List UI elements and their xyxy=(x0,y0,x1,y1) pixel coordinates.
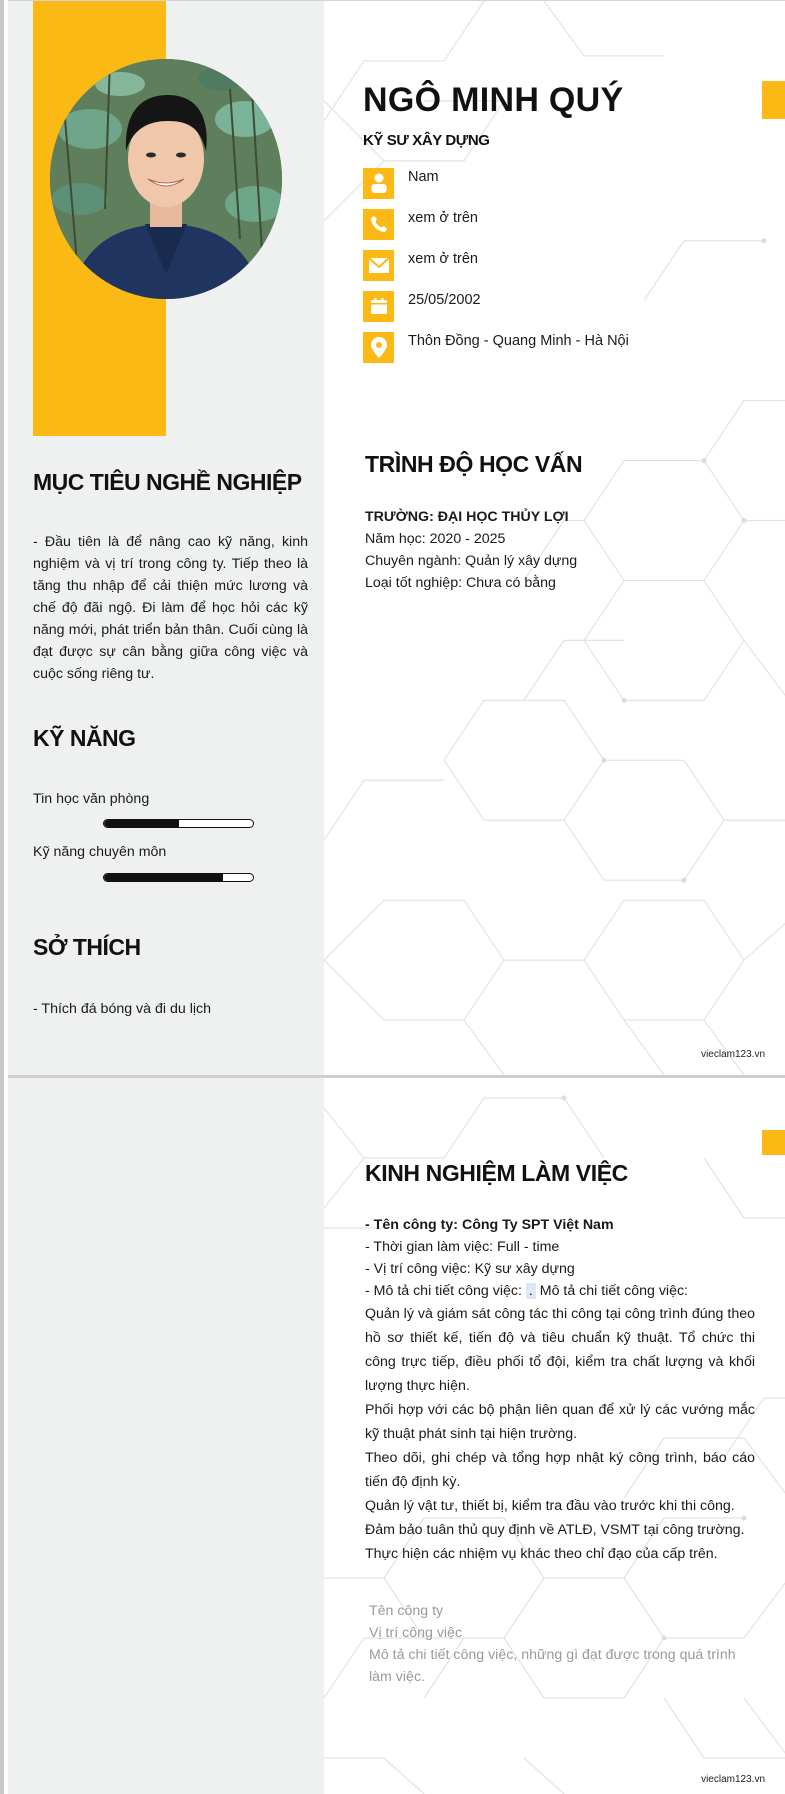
education-major: Chuyên ngành: Quản lý xây dựng xyxy=(365,553,578,569)
accent-square xyxy=(762,81,785,119)
experience-work-time: - Thời gian làm việc: Full - time xyxy=(365,1239,560,1255)
experience-duty-6: Thực hiện các nhiệm vụ khác theo chỉ đạo của cấp trên. xyxy=(365,1546,718,1562)
gender-value: Nam xyxy=(408,169,439,185)
profile-photo-image xyxy=(50,59,282,299)
address-value: Thôn Đồng - Quang Minh - Hà Nội xyxy=(408,333,629,349)
experience-duty-3: Theo dõi, ghi chép và tổng hợp nhật ký công trình, báo cáo tiến độ định kỳ. xyxy=(365,1450,755,1490)
education-graduation: Loại tốt nghiệp: Chưa có bằng xyxy=(365,575,556,591)
hobbies-text: - Thích đá bóng và đi du lịch xyxy=(33,1001,211,1017)
info-row-birthday xyxy=(363,290,481,322)
watermark-page-1: vieclam123.vn xyxy=(701,1049,765,1060)
skill-bar-professional xyxy=(103,873,254,882)
hobbies-heading: SỞ THÍCH xyxy=(33,934,141,960)
education-block xyxy=(365,506,755,594)
skill-label-office: Tin học văn phòng xyxy=(33,791,150,807)
text-selection-highlight: . xyxy=(526,1283,536,1299)
experience-company: - Tên công ty: Công Ty SPT Việt Nam xyxy=(365,1217,614,1233)
skill-fill-professional xyxy=(104,874,223,881)
experience-position: - Vị trí công việc: Kỹ sư xây dựng xyxy=(365,1261,575,1277)
experience-duty-1: Quản lý và giám sát công tác thi công tại công trình đúng theo hồ sơ thiết kế, tiến độ và tiêu chuẩn kỹ thuật. Tổ chức thi công trực tiếp, điều phối tổ đội, kiểm tra chất lượng và khối lượng thực hiện. xyxy=(365,1306,755,1394)
objective-text: - Đầu tiên là để nâng cao kỹ năng, kinh nghiệm và vị trí trong công ty. Tiếp theo là tăng thu nhập để cải thiện mức lương và chế độ đãi ngộ. Đi làm để học hỏi các kỹ năng mới, phát triển bản thân. Cuối cùng là đạt được sự cân bằng giữa công việc và cuộc sống riêng tư. xyxy=(33,534,308,682)
placeholder-description[interactable]: Mô tả chi tiết công việc, những gì đạt được trong quá trình làm việc. xyxy=(369,1647,736,1685)
experience-description-label: - Mô tả chi tiết công việc: . Mô tả chi tiết công việc: xyxy=(365,1283,689,1299)
cv-page-2 xyxy=(8,1078,785,1794)
profile-photo xyxy=(50,59,282,299)
phone-icon xyxy=(363,209,394,240)
person-icon xyxy=(363,168,394,199)
location-pin-icon xyxy=(363,332,394,363)
accent-square-2 xyxy=(762,1130,785,1155)
candidate-job-title: KỸ SƯ XÂY DỰNG xyxy=(363,132,490,149)
education-school: TRƯỜNG: ĐẠI HỌC THỦY LỢI xyxy=(365,509,569,525)
experience-block xyxy=(365,1214,755,1566)
skills-heading: KỸ NĂNG xyxy=(33,725,136,751)
education-heading: TRÌNH ĐỘ HỌC VẤN xyxy=(365,451,583,477)
skill-fill-office xyxy=(104,820,179,827)
info-row-email xyxy=(363,249,478,281)
watermark-page-2: vieclam123.vn xyxy=(701,1774,765,1785)
cv-page-1 xyxy=(8,0,785,1075)
info-row-address xyxy=(363,331,629,363)
experience-duty-2: Phối hợp với các bộ phận liên quan để xử lý các vướng mắc kỹ thuật phát sinh tại hiện trường. xyxy=(365,1402,755,1442)
education-years: Năm học: 2020 - 2025 xyxy=(365,531,506,547)
experience-heading: KINH NGHIỆM LÀM VIỆC xyxy=(365,1160,628,1186)
experience-duty-4: Quản lý vật tư, thiết bị, kiểm tra đầu vào trước khi thi công. xyxy=(365,1498,735,1514)
experience-placeholder-block[interactable] xyxy=(365,1600,755,1688)
objective-heading: MỤC TIÊU NGHỀ NGHIỆP xyxy=(33,469,302,495)
placeholder-position[interactable]: Vị trí công việc xyxy=(369,1625,463,1641)
email-value: xem ở trên xyxy=(408,251,478,267)
info-row-phone xyxy=(363,208,478,240)
phone-value: xem ở trên xyxy=(408,210,478,226)
envelope-icon xyxy=(363,250,394,281)
experience-description xyxy=(365,1302,755,1566)
skill-label-professional: Kỹ năng chuyên môn xyxy=(33,844,167,860)
candidate-name: NGÔ MINH QUÝ xyxy=(363,81,624,119)
skill-bar-office xyxy=(103,819,254,828)
sidebar-page-2 xyxy=(8,1078,324,1794)
calendar-icon xyxy=(363,291,394,322)
info-row-gender xyxy=(363,167,439,199)
placeholder-company[interactable]: Tên công ty xyxy=(369,1603,444,1619)
birthday-value: 25/05/2002 xyxy=(408,292,481,308)
experience-duty-5: Đảm bảo tuân thủ quy định về ATLĐ, VSMT tại công trường. xyxy=(365,1522,745,1538)
